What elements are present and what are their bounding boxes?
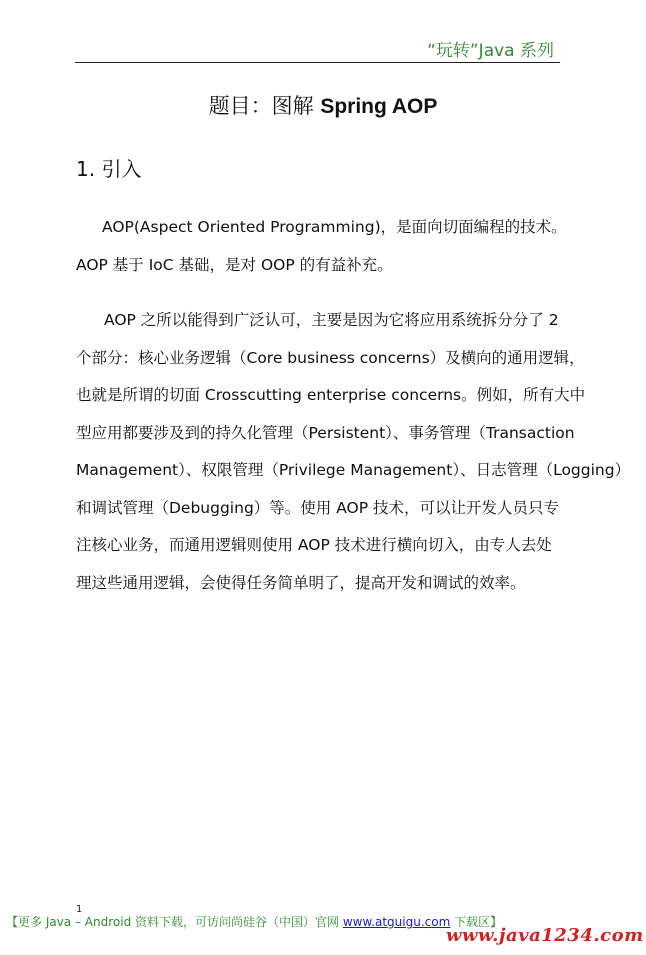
header-divider <box>75 62 560 63</box>
paragraph-line: AOP(Aspect Oriented Programming)，是面向切面编程的技术。 <box>102 218 567 236</box>
paragraph-line: AOP 之所以能得到广泛认可，主要是因为它将应用系统拆分分了 2 <box>104 311 559 329</box>
paragraph-line: 理这些通用逻辑，会使得任务简单明了，提高开发和调试的效率。 <box>76 573 526 592</box>
footer-banner <box>6 913 502 930</box>
watermark: www.java1234.com <box>446 925 644 946</box>
footer-text-end: 下载区】 <box>450 915 503 929</box>
section-heading: 1. 引入 <box>76 157 142 181</box>
series-title: “玩转”Java 系列 <box>427 41 554 61</box>
title-prefix: 题目：图解 <box>208 94 321 118</box>
paragraph-line: 个部分：核心业务逻辑（Core business concerns）及横向的通用逻辑， <box>76 348 585 367</box>
footer-link[interactable]: www.atguigu.com <box>342 915 451 929</box>
paragraph-line: 也就是所谓的切面 Crosscutting enterprise concerns。例如，所有大中 <box>76 386 586 404</box>
paragraph-line: Management）、权限管理（Privilege Management）、日志管理（Logging） <box>76 461 631 479</box>
footer-text: 【更多 Java – Android 资料下载，可访问尚硅谷（中国）官网 <box>6 915 343 929</box>
paragraph-line: AOP 基于 IoC 基础，是对 OOP 的有益补充。 <box>76 255 393 274</box>
paragraph-aop-reason <box>76 302 631 602</box>
page-title <box>0 90 646 120</box>
title-bold: Spring AOP <box>320 95 438 118</box>
paragraph-intro <box>76 209 576 284</box>
page-number: 1 <box>76 904 83 915</box>
paragraph-line: 注核心业务，而通用逻辑则使用 AOP 技术进行横向切入，由专人去处 <box>76 536 552 554</box>
paragraph-line: 和调试管理（Debugging）等。使用 AOP 技术，可以让开发人员只专 <box>76 498 560 517</box>
paragraph-line: 型应用都要涉及到的持久化管理（Persistent）、事务管理（Transaction <box>76 423 575 442</box>
